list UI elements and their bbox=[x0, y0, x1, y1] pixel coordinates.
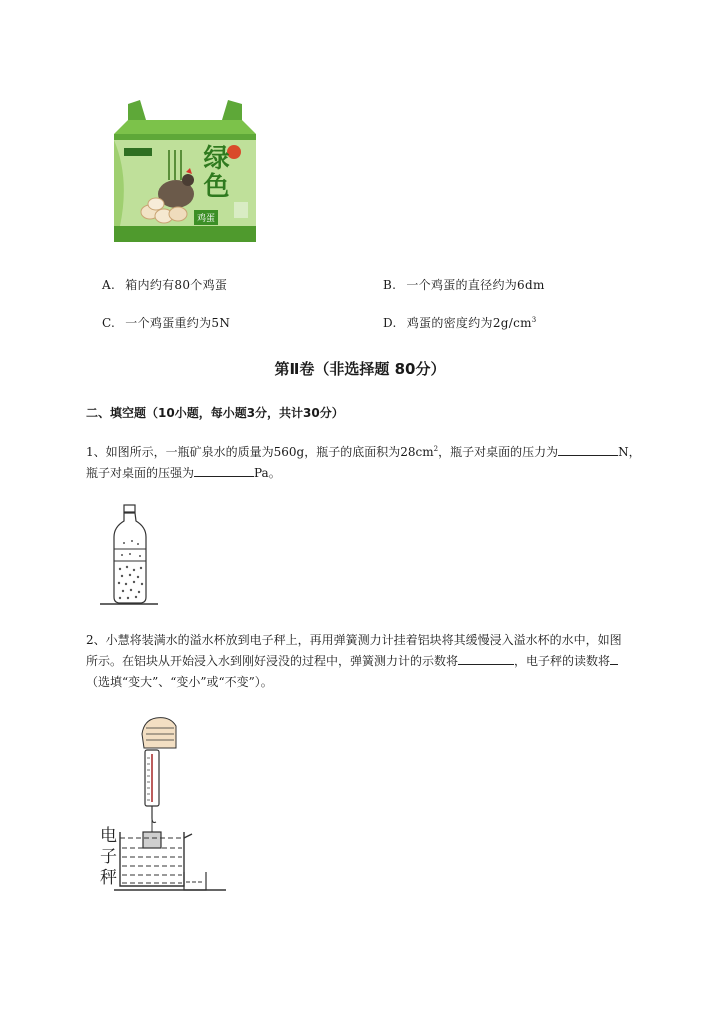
option-letter: B. bbox=[383, 278, 397, 292]
question-2-line-3: （选填“变大”、“变小”或“不变”）。 bbox=[86, 675, 273, 689]
answer-blank[interactable] bbox=[610, 652, 618, 665]
egg-box-image bbox=[110, 98, 260, 246]
question-1-line-2: 瓶子对桌面的压强为 Pa。 bbox=[86, 466, 281, 480]
option-text: 鸡蛋的密度约为2g/cm bbox=[406, 316, 532, 330]
option-letter: C. bbox=[102, 316, 116, 330]
option-a bbox=[102, 276, 227, 293]
question-1-line-1: 1、如图所示，一瓶矿泉水的质量为560g，瓶子的底面积为$28cm^2$，瓶子对桌面的压力为 N， bbox=[86, 445, 641, 459]
question-1 bbox=[86, 439, 686, 484]
egg-box-sub-text: 鸡蛋 bbox=[194, 210, 218, 225]
scale-label: 电 子 秤 bbox=[100, 826, 117, 888]
option-text: 一个鸡蛋重约为5N bbox=[125, 316, 231, 330]
water-bottle-figure bbox=[100, 503, 160, 609]
question-2 bbox=[86, 630, 686, 693]
option-letter: D. bbox=[383, 316, 397, 330]
density-superscript: 3 bbox=[531, 316, 537, 324]
option-letter: A. bbox=[102, 278, 116, 292]
option-text: 一个鸡蛋的直径约为6dm bbox=[406, 278, 545, 292]
question-2-line-1: 2、小慧将装满水的溢水杯放到电子秤上，再用弹簧测力计挂着铝块将其缓慢浸入溢水杯的水中，如图 bbox=[86, 633, 622, 647]
question-2-line-2: 所示。在铝块从开始浸入水到刚好浸没的过程中，弹簧测力计的示数将 ，电子秤的读数将 bbox=[86, 651, 686, 672]
option-b bbox=[383, 276, 545, 293]
option-c bbox=[102, 314, 230, 331]
option-text: 箱内约有80个鸡蛋 bbox=[125, 278, 228, 292]
spring-scale-figure bbox=[98, 714, 228, 896]
section-heading: 二、填空题（10小题，每小题3分，共计30分） bbox=[86, 406, 344, 420]
egg-box-brand-text: 绿色 bbox=[199, 144, 229, 200]
answer-blank[interactable] bbox=[458, 652, 514, 665]
part-title: 第Ⅱ卷（非选择题 80分） bbox=[274, 360, 446, 378]
option-d bbox=[383, 314, 537, 331]
answer-blank[interactable] bbox=[194, 464, 254, 477]
answer-blank[interactable] bbox=[558, 443, 618, 456]
